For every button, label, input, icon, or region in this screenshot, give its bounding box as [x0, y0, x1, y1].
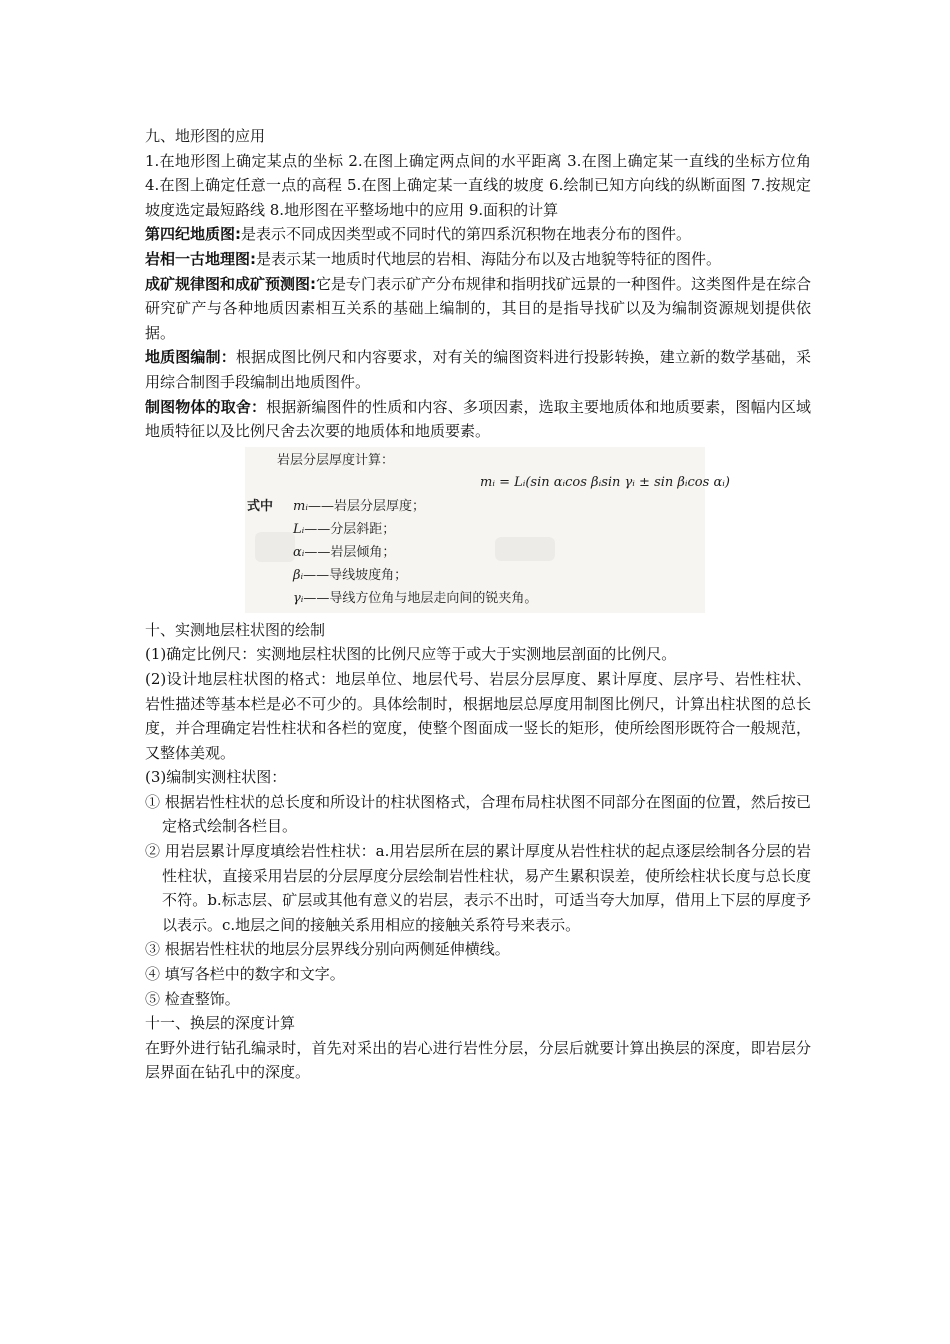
figure-var-row [293, 564, 407, 589]
definition-term: 成矿规律图和成矿预测图: [145, 274, 316, 293]
definition-term: 地质图编制： [145, 348, 236, 367]
step-3: ③ 根据岩性柱状的地层分层界线分别向两侧延伸横线。 [145, 940, 510, 959]
formula-figure [245, 447, 730, 613]
section-11-text: 在野外进行钻孔编录时，首先对采出的岩心进行岩性分层，分层后就要计算出换层的深度，即岩层分层界面在钻孔中的深度。 [145, 1038, 811, 1082]
figure-where-label: 式中 [247, 498, 274, 514]
section-10-p3: (3)编制实测柱状图： [145, 768, 287, 787]
definition-metallogenic-map [145, 272, 811, 346]
step-5: ⑤ 检查整饰。 [145, 989, 240, 1008]
figure-title: 岩层分层厚度计算： [277, 452, 395, 468]
section-10-p2: (2)设计地层柱状图的格式：地层单位、地层代号、岩层分层厚度、累计厚度、层序号、岩性柱状、岩性描述等基本栏是必不可少的。具体绘制时，根据地层总厚度用制图比例尺，计算出柱状图的总长度，并合理确定岩性柱状和各栏的宽度，使整个图面成一竖长的矩形，使所绘图形既符合一般规范，又整体美观。 [145, 669, 811, 762]
figure-var-row [293, 495, 425, 520]
definition-term: 制图物体的取舍： [145, 397, 267, 416]
var-symbol: Lᵢ [293, 521, 305, 537]
var-desc: ——分层斜距； [304, 521, 396, 537]
definition-map-compilation [145, 345, 811, 394]
var-symbol: βᵢ [293, 567, 304, 583]
var-symbol: αᵢ [293, 544, 305, 560]
definition-quaternary-map [145, 222, 811, 247]
var-desc: ——导线方位角与地层走向间的锐夹角。 [303, 590, 538, 606]
var-desc: ——导线坡度角； [303, 567, 408, 583]
var-desc: ——岩层倾角； [304, 544, 396, 560]
section-11-heading: 十一、换层的深度计算 [145, 1014, 296, 1033]
section-10-p1: (1)确定比例尺：实测地层柱状图的比例尺应等于或大于实测地层剖面的比例尺。 [145, 645, 677, 664]
step-4: ④ 填写各栏中的数字和文字。 [145, 965, 345, 984]
var-desc: ——岩层分层厚度； [307, 498, 425, 514]
section-9-text: 1.在地形图上确定某点的坐标 2.在图上确定两点间的水平距离 3.在图上确定某一直线的坐标方位角 4.在图上确定任意一点的高程 5.在图上确定某一直线的坡度 6.绘制已知方向线的纵断面图 7.按规定坡度选定最短路线 8.地形图在平整场地中的应用 9.面积的计算 [145, 151, 811, 219]
figure-formula: mᵢ = Lᵢ(sin αᵢcos βᵢsin γᵢ ± sin βᵢcos αᵢ) [480, 474, 730, 490]
step-2: ② 用岩层累计厚度填绘岩性柱状：a.用岩层所在层的累计厚度从岩性柱状的起点逐层绘制各分层的岩性柱状，直接采用岩层的分层厚度分层绘制岩性柱状，易产生累积误差，使所绘柱状长度与总长度不符。b.标志层、矿层或其他有意义的岩层，表示不出时，可适当夸大加厚，借用上下层的厚度予以表示。c.地层之间的接触关系用相应的接触关系符号来表示。 [145, 842, 811, 934]
var-symbol: γᵢ [293, 590, 304, 606]
step-1: ① 根据岩性柱状的总长度和所设计的柱状图格式，合理布局柱状图不同部分在图面的位置，然后按已定格式绘制各栏目。 [145, 792, 811, 836]
definition-text: 根据成图比例尺和内容要求，对有关的编图资料进行投影转换，建立新的数学基础，采用综合制图手段编制出地质图件。 [145, 348, 811, 391]
definition-term: 第四纪地质图: [145, 225, 241, 244]
definition-text: 是表示某一地质时代地层的岩相、海陆分布以及古地貌等特征的图件。 [256, 249, 722, 268]
section-9-heading: 九、地形图的应用 [145, 127, 266, 145]
definition-text: 它是专门表示矿产分布规律和指明找矿远景的一种图件。这类图件是在综合研究矿产与各种地质因素相互关系的基础上编制的，其目的是指导找矿以及为编制资源规划提供依据。 [145, 274, 812, 342]
var-symbol: mᵢ [293, 498, 308, 514]
definition-term: 岩相一古地理图: [145, 249, 256, 268]
figure-var-row [293, 518, 395, 543]
definition-lithofacies-map [145, 247, 811, 272]
document-body [145, 124, 811, 1085]
definition-text: 是表示不同成因类型或不同时代的第四系沉积物在地表分布的图件。 [241, 225, 692, 244]
figure-var-row [293, 587, 537, 612]
figure-var-row [293, 541, 395, 566]
definition-generalization [145, 395, 811, 444]
definition-text: 根据新编图件的性质和内容、多项因素，选取主要地质体和地质要素，图幅内区域地质特征以及比例尺舍去次要的地质体和地质要素。 [145, 397, 811, 441]
section-10-heading: 十、实测地层柱状图的绘制 [145, 620, 326, 639]
